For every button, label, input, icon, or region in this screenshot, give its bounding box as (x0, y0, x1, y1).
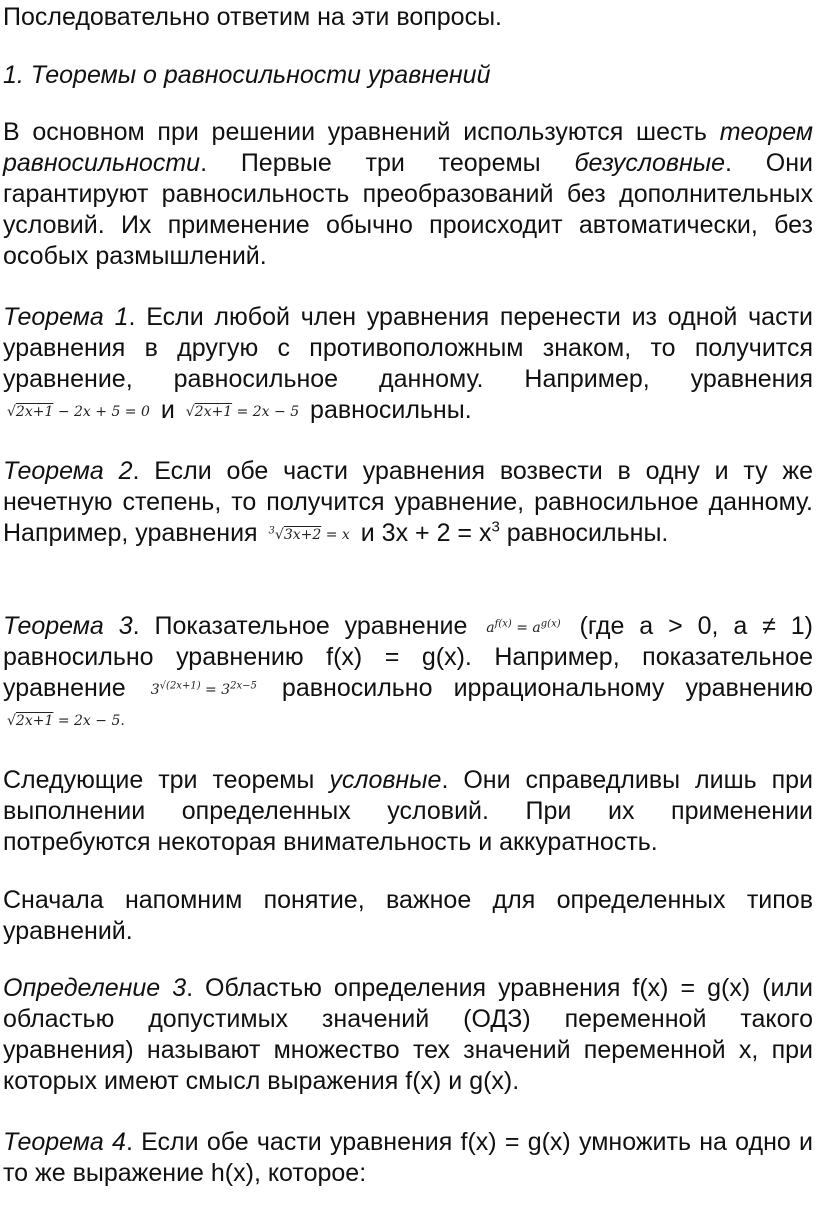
emphasis-text: теорем равносильности (3, 118, 813, 177)
theorem-label: Теорема 1 (3, 303, 129, 331)
section-heading-text: 1. Теоремы о равносильности уравнений (3, 61, 491, 89)
text: и (153, 396, 182, 424)
formula-image: $^3$√3x+2 = x (268, 525, 350, 543)
text: и 3x + 2 = x (353, 519, 492, 547)
theorem-label: Теорема 4 (3, 1128, 126, 1156)
text: . Первые три теоремы (200, 149, 575, 177)
paragraph-theorem-1 (3, 302, 813, 426)
text: (где a > 0, a ≠ 1) равносильно уравнению f(x) = g(x). Например, показательное уравнение (3, 612, 814, 702)
superscript: 3 (491, 518, 500, 536)
text: равносильны. (303, 396, 472, 424)
text: В основном при решении уравнений используются шесть (3, 118, 720, 146)
text: . Показательное уравнение (132, 612, 483, 640)
text: . Они справедливы лишь при выполнении определенных условий. При их применении потребуются некоторая внимательность и аккуратность. (3, 766, 813, 856)
intro-text: Последовательно ответим на эти вопросы. (3, 3, 502, 31)
formula-image: $a^{f(x)} = a^{g(x)}$ (486, 618, 561, 636)
text: равносильны. (499, 519, 669, 547)
paragraph-definition-3 (3, 973, 813, 1097)
formula-image: $3^{√(2x+1)} = 3^{2x-5}$ (150, 680, 257, 698)
text: . Они гарантируют равносильность преобразований без дополнительных условий. Их применение обычно происходит автоматически, без особых размышлений. (3, 149, 814, 270)
text: . Если любой член уравнения перенести из одной части уравнения в другую с противоположным знаком, то получится уравнение, равносильное данному. Например, уравнения (3, 303, 813, 393)
paragraph-theorem-2 (3, 456, 813, 549)
theorem-label: Теорема 3 (3, 612, 133, 640)
formula-image: √2x+1 = 2x − 5 (185, 404, 300, 420)
paragraph-theorem-3 (3, 611, 813, 735)
text: . Областью определения уравнения f(x) = g(x) (или областью допустимых значений (ОДЗ) переменной такого уравнения) называют множество тех значений переменной x, при которых имеют смысл выражения f(x) и g(x). (3, 974, 813, 1095)
emphasis-text: условные (329, 766, 442, 794)
paragraph-theorem-4 (3, 1127, 813, 1189)
formula-image: √2x+1 = 2x − 5. (7, 713, 125, 729)
text: . Если обе части уравнения f(x) = g(x) умножить на одно и то же выражение h(x), которое: (3, 1128, 814, 1187)
paragraph-conditional (3, 765, 813, 858)
paragraph-reminder: Сначала напомним понятие, важное для определенных типов уравнений. (3, 886, 813, 945)
theorem-label: Теорема 2 (3, 457, 133, 485)
paragraph-theorems-intro (3, 117, 813, 272)
definition-label: Определение 3 (3, 974, 187, 1002)
formula-image: √2x+1 − 2x + 5 = 0 (7, 404, 150, 420)
text: Следующие три теоремы (3, 766, 330, 794)
text: . Если обе части уравнения возвести в одну и ту же нечетную степень, то получится уравнение, равносильное данному. Например, уравнения (3, 457, 814, 547)
emphasis-text: безусловные (574, 149, 726, 177)
text: равносильно иррациональному уравнению (260, 674, 814, 702)
section-heading (3, 60, 813, 91)
